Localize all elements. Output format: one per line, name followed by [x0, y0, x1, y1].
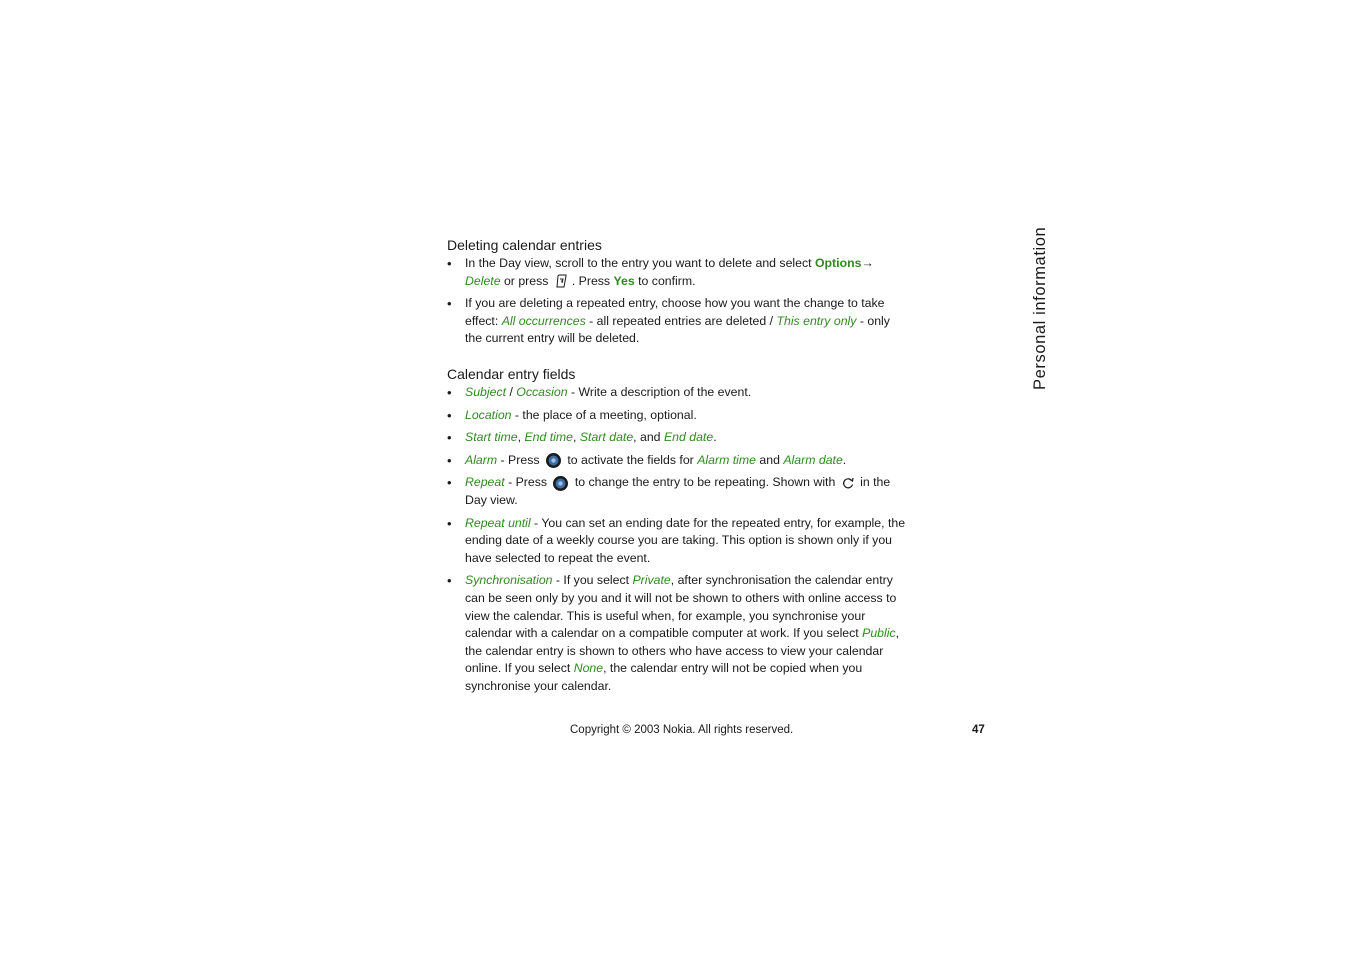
menu-term: Yes: [613, 273, 635, 288]
list-item: • Start time, End time, Start date, and End date.: [447, 429, 907, 447]
menu-term: This entry only: [776, 313, 857, 328]
joystick-icon: [545, 452, 562, 469]
page-content: [447, 236, 907, 700]
heading-calendar-entry-fields: Calendar entry fields: [447, 365, 576, 382]
fields-list: [447, 384, 907, 696]
joystick-icon: [552, 475, 569, 492]
list-item: • In the Day view, scroll to the entry you want to delete and select Options→ Delete or press . Press Yes to confirm.: [447, 255, 907, 290]
menu-term: Options: [814, 256, 862, 270]
side-section-title: Personal information: [1031, 226, 1049, 390]
list-item: • Repeat - Press to change the entry to be repeating. Shown with in the Day view.: [447, 474, 907, 509]
list-item: • Location - the place of a meeting, optional.: [447, 407, 907, 425]
list-item: • Alarm - Press to activate the fields for Alarm time and Alarm date.: [447, 452, 907, 470]
menu-term: All occurrences: [501, 313, 586, 328]
arrow: →: [861, 256, 874, 270]
clear-key-icon: [554, 273, 570, 289]
deleting-list: [447, 255, 907, 348]
list-item: • Synchronisation - If you select Private, after synchronisation the calendar entry can be seen only by you and it will not be shown to others with online access to view the calendar. This is useful when, for example, you synchronise your calendar with a calendar on a compatible computer at work. If you select Public, the calendar entry is shown to others who have access to view your calendar online. If you select None, the calendar entry will not be copied when you synchronise your calendar.: [447, 572, 907, 695]
page-number: 47: [972, 724, 985, 736]
heading-deleting-calendar-entries: Deleting calendar entries: [447, 237, 602, 253]
menu-term: Delete: [465, 273, 501, 288]
list-item: • Repeat until - You can set an ending date for the repeated entry, for example, the ending date of a weekly course you are taking. This option is shown only if you have selected to repeat the event.: [447, 515, 907, 568]
list-item: • If you are deleting a repeated entry, choose how you want the change to take effect: All occurrences - all repeated entries are deleted / This entry only - only the current entry will be deleted.: [447, 295, 907, 348]
list-item: • Subject / Occasion - Write a description of the event.: [447, 384, 907, 402]
copyright-footer: Copyright © 2003 Nokia. All rights reserved.: [570, 724, 794, 736]
repeat-icon: [841, 476, 855, 490]
